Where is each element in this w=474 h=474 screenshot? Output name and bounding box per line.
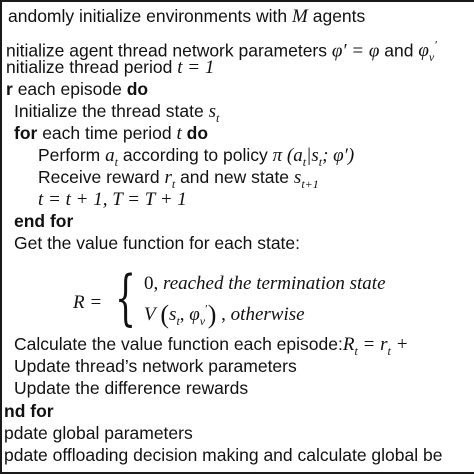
line-init-period <box>6 57 214 78</box>
text: agents <box>312 6 366 26</box>
math-at: $a_t$ <box>105 145 118 169</box>
line-init-parameters <box>6 35 437 65</box>
math-increment: t = t + 1, T = T + 1 <box>38 189 187 210</box>
r: r <box>164 167 172 188</box>
math-phi-v: $\varphi_v'$ <box>418 38 437 65</box>
text: nitialize agent thread network parameters <box>6 40 328 61</box>
line-get-value <box>14 233 300 254</box>
keyword-for: r <box>6 79 13 99</box>
line-update-global <box>4 423 193 444</box>
line-update-offloading <box>4 445 442 466</box>
text: each time period <box>42 123 172 143</box>
keyword-for: for <box>14 123 38 143</box>
text: each episode <box>17 79 122 99</box>
text: andomly initialize environments with <box>8 6 288 26</box>
text: Perform <box>38 145 101 165</box>
line-init-environments <box>8 6 365 27</box>
s: s <box>293 167 302 188</box>
text: and <box>384 40 414 61</box>
math-phi: φ′ = φ <box>331 40 380 62</box>
text: Update thread’s network parameters <box>14 356 297 376</box>
math-st: $s_t$ <box>208 101 220 125</box>
keyword-do: do <box>126 79 149 99</box>
s: s <box>208 101 216 122</box>
line-calc-value-episode <box>14 334 409 358</box>
line-end-for-outer <box>4 401 54 422</box>
pi: π (a <box>272 145 303 166</box>
math-policy: π ($a_t|s_t$; φ′) <box>272 145 355 169</box>
condition-text: reached the termination state <box>163 273 386 294</box>
line-update-network <box>14 356 297 377</box>
text: according to policy <box>122 145 268 165</box>
a: a <box>105 145 115 166</box>
math-st1: $s_{t+1}$ <box>293 167 319 191</box>
value-zero: 0, <box>144 273 159 294</box>
line-for-episode <box>6 79 148 100</box>
text: Update the difference rewards <box>14 378 249 398</box>
text: and new state <box>180 167 290 187</box>
text: pdate global parameters <box>4 423 193 443</box>
text: Calculate the value function each episode: <box>14 334 343 354</box>
math-R-equals: R = <box>73 292 103 313</box>
R: R <box>342 334 355 355</box>
line-for-time-period <box>14 123 208 144</box>
keyword-do: do <box>186 123 209 143</box>
phi: φ <box>418 40 429 62</box>
text: Get the value function for each state: <box>14 233 301 253</box>
keyword-end-for: nd for <box>4 401 54 421</box>
line-perform-action <box>38 145 355 169</box>
math-t1: t = 1 <box>177 57 215 78</box>
case-otherwise: V ($s_t$, $\varphi_v'$) , otherwise <box>144 300 305 329</box>
case-termination <box>144 273 386 295</box>
math-t: t <box>176 123 182 144</box>
math-rt: $r_t$ <box>164 167 176 191</box>
text: Receive reward <box>38 167 160 187</box>
line-receive-reward <box>38 167 319 191</box>
line-end-for-inner <box>14 211 73 232</box>
math-M: M <box>292 6 308 27</box>
keyword-end-for: end for <box>14 211 74 231</box>
line-init-state <box>14 101 220 125</box>
text: pdate offloading decision making and calculate global be <box>4 445 443 465</box>
brace-symbol: { <box>115 263 137 333</box>
math-Rt: $R_t = r_t$ + <box>342 334 409 358</box>
line-increment <box>38 189 187 210</box>
text: Initialize the thread state <box>14 101 204 121</box>
text: nitialize thread period <box>6 57 173 77</box>
line-update-rewards <box>14 378 248 399</box>
condition-text: otherwise <box>230 304 305 325</box>
